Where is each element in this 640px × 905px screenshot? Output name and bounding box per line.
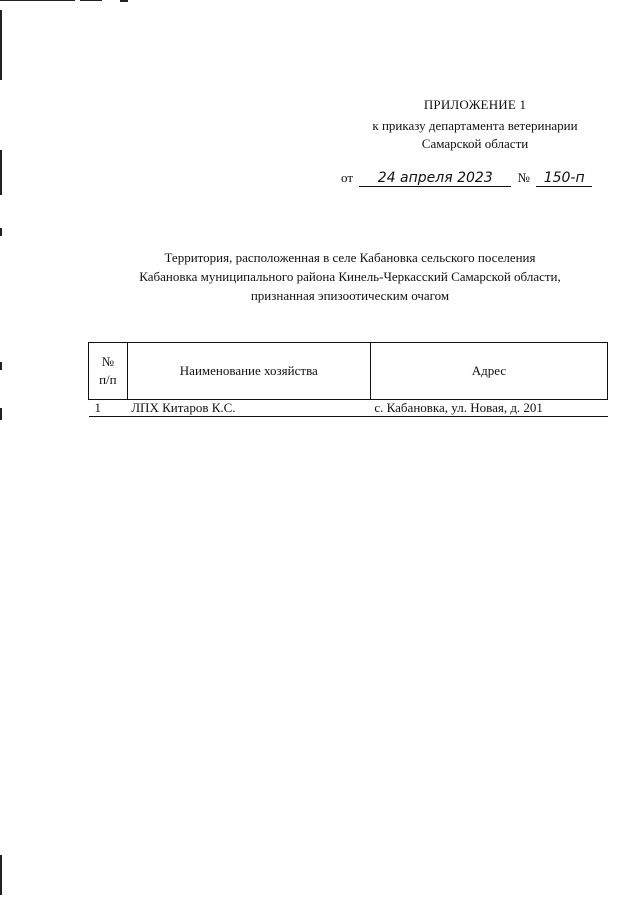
scan-edge-line — [0, 362, 2, 370]
territory-line: Кабановка муниципального района Кинель-Черкасский Самарской области, — [139, 269, 561, 284]
table-row — [89, 400, 608, 417]
column-header-address: Адрес — [370, 343, 607, 400]
appendix-title: ПРИЛОЖЕНИЕ 1 — [423, 97, 527, 112]
scan-edge-line — [0, 408, 2, 420]
order-date: 24 апреля 2023 — [359, 170, 511, 187]
row-farm-name: ЛПХ Китаров К.С. — [127, 400, 370, 417]
number-label: № — [517, 170, 530, 185]
territory-line: признанная эпизоотическим очагом — [250, 288, 450, 303]
from-label: от — [341, 170, 354, 185]
row-number: 1 — [89, 400, 128, 417]
scan-edge-line — [80, 0, 102, 1]
scan-edge-line — [0, 10, 2, 80]
column-header-number — [89, 343, 128, 400]
column-header-name: Наименование хозяйства — [127, 343, 370, 400]
column-header-number-sign: № — [101, 354, 115, 369]
territory-description — [60, 248, 640, 305]
scan-edge-line — [0, 0, 75, 1]
territory-line: Территория, расположенная в селе Кабановка сельского поселения — [164, 250, 536, 265]
scan-edge-line — [0, 228, 2, 236]
scan-edge-line — [120, 0, 128, 2]
table-header-row — [89, 343, 608, 400]
row-address: с. Кабановка, ул. Новая, д. 201 — [370, 400, 607, 417]
order-number: 150-п — [536, 170, 592, 187]
column-header-number-abbr: п/п — [99, 372, 117, 387]
scan-edge-line — [0, 150, 2, 195]
appendix-order-ref: к приказу департамента ветеринарии — [372, 118, 578, 133]
order-date-line — [338, 170, 592, 187]
farms-table — [88, 342, 608, 417]
scan-edge-line — [0, 855, 2, 895]
appendix-region: Самарской области — [421, 136, 529, 151]
